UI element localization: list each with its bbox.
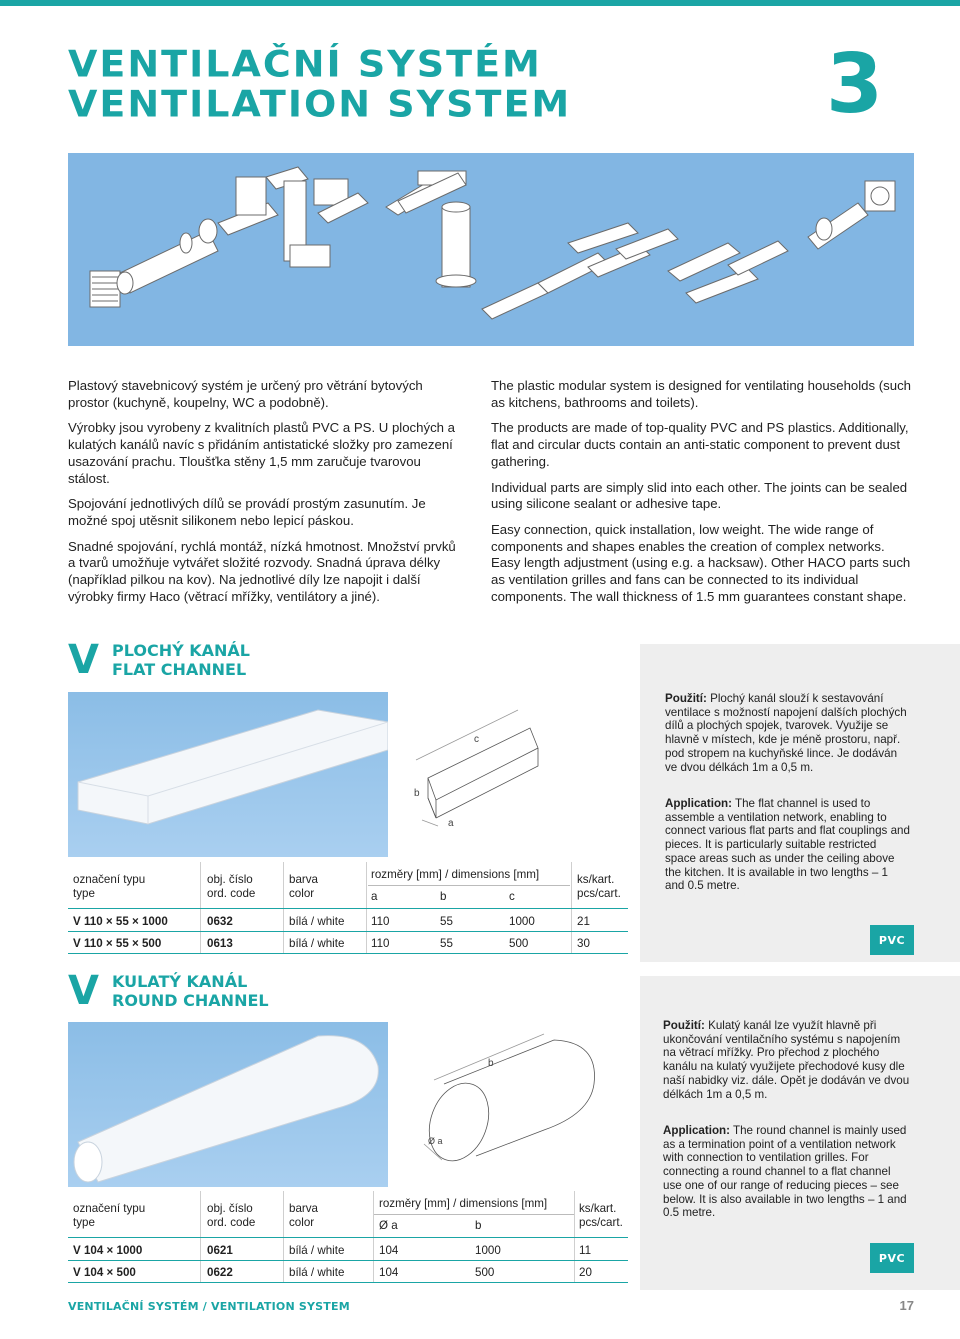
flat-h-c: c — [509, 890, 515, 903]
flat-channel-photo — [68, 692, 388, 857]
round-dim-a: Ø a — [428, 1136, 443, 1146]
footer-text: VENTILAČNÍ SYSTÉM / VENTILATION SYSTEM — [68, 1300, 350, 1313]
intro-cz-p3: Spojování jednotlivých dílů se provádí prostým zasunutím. Je možné spoj utěsnit silikonem nebo lepicí páskou. — [68, 496, 426, 528]
round-pvc-badge: PVC — [870, 1243, 914, 1273]
flat-h-a: a — [371, 890, 378, 903]
round-h-dims: rozměry [mm] / dimensions [mm] — [379, 1197, 548, 1210]
flat-h-color-cz: barva — [289, 873, 319, 886]
flat-app-label: Application: — [665, 797, 732, 810]
round-h-type-en: type — [73, 1215, 95, 1229]
round-channel-drawing — [404, 1024, 604, 1174]
round-h-b: b — [475, 1219, 482, 1232]
round-usage-text: Kulatý kanál lze využít hlavně při ukončování ventilačního systému s napojením na větrací mřížky. Pro přechod z plochého kanálu na kulatý využijete přechodové kusy dle naší nabidky viz. dále. Opět je dodáván ve dvou délkách 1m a 0,5 m. — [663, 1019, 910, 1101]
flat-h-code-en: ord. code — [207, 886, 256, 900]
round-h-pcs-en: pcs/cart. — [579, 1215, 623, 1229]
flat-h-dims: rozměry [mm] / dimensions [mm] — [371, 868, 540, 881]
round-h-pcs-cz: ks/kart. — [579, 1202, 617, 1215]
round-usage-label: Použití: — [663, 1019, 705, 1032]
flat-h-b: b — [440, 890, 447, 903]
flat-app-text: The flat channel is used to assemble a ventilation network, enabling to connect various flat parts and flat couplings and pieces. It is particularly suitable restricted space areas such as under the ceiling above the kitchen. It is available in two lengths – 1 and 0.5 metre. — [665, 797, 910, 893]
intro-cz-p4: Snadné spojování, rychlá montáž, nízká hmotnost. Množství prvků a tvarů umožňuje vytvářet složité rozvody. Snadná úprava délky (například pilkou na kov). Na jednotlivé díly lze napojit i další výrobky firmy Haco (větrací mřížky, ventilátory a jiné). — [68, 538, 456, 604]
flat-title-en: FLAT CHANNEL — [112, 660, 247, 679]
flat-dim-b: b — [414, 788, 420, 799]
flat-h-pcs-en: pcs/cart. — [577, 886, 621, 900]
flat-dim-a: a — [448, 818, 454, 829]
flat-h-color-en: color — [289, 886, 315, 900]
intro-en-p1: The plastic modular system is designed for ventilating households (such as kitchens, bathrooms and toilets). — [491, 378, 912, 410]
round-app-label: Application: — [663, 1124, 730, 1137]
flat-h-type-en: type — [73, 886, 95, 900]
ducts-assembly-illustration — [68, 153, 914, 346]
flat-usage-label: Použití: — [665, 692, 707, 705]
flat-channel-product-icon — [68, 692, 388, 857]
intro-cz-p2: Výrobky jsou vyrobeny z kvalitních plastů PVC a PS. U plochých a kulatých kanálů navíc s přidáním antistatické složky pro zamezení usazování prachu. Tloušťka stěny 1,5 mm zaručuje tvarovou stálost. — [68, 420, 456, 486]
flat-section-letter: V — [68, 637, 99, 683]
intro-cz — [68, 378, 458, 614]
top-accent-bar — [0, 0, 960, 6]
round-dim-b: b — [488, 1058, 494, 1069]
intro-en — [491, 378, 915, 614]
page-number: 17 — [899, 1298, 914, 1313]
flat-channel-drawing — [398, 700, 548, 830]
hero-illustration — [68, 153, 914, 346]
flat-h-code-cz: obj. číslo — [207, 873, 253, 886]
round-channel-product-icon — [68, 1022, 388, 1187]
flat-usage-text: Plochý kanál slouží k sestavování ventilace s možností napojení dalších plochých dílů a plochých spojek, tvarovek. Využije se hlavně v místech, kde je méně prostoru, např. pod stropem na kuchyňské lince. Je dodáván ve dvou délkách 1m a 0,5 m. — [665, 692, 907, 774]
flat-title-cz: PLOCHÝ KANÁL — [112, 641, 250, 660]
round-channel-photo — [68, 1022, 388, 1187]
flat-table: označení typu type obj. číslo ord. code barva color rozměry [mm] / dimensions [mm] a b c ks/kart. pcs/cart. V 110 × 55 × 1000 0632 bílá / white 110 55 1000 21 V 110 × 55 × 500 0613 bílá / white 110 55 500 30 — [68, 862, 628, 954]
round-h-code-cz: obj. číslo — [207, 1202, 253, 1215]
round-application — [663, 1124, 911, 1220]
round-section-letter: V — [68, 968, 99, 1014]
intro-cz-p1: Plastový stavebnicový systém je určený pro větrání bytových prostor (kuchyně, koupelny, WC a podobně). — [68, 378, 423, 410]
flat-h-type-cz: označení typu — [73, 873, 146, 886]
round-app-text: The round channel is mainly used as a termination point of a ventilation network with connection to ventilation grilles. For connecting a round channel to a flat channel use one of our range of reducing pieces – see below. It is also available in two lengths – 1 and 0.5 metre. — [663, 1124, 907, 1220]
title-en: VENTILATION SYSTEM — [68, 83, 572, 125]
round-usage — [663, 1019, 911, 1101]
round-title-en: ROUND CHANNEL — [112, 991, 269, 1010]
round-h-a: Ø a — [379, 1219, 398, 1232]
title-cz: VENTILAČNÍ SYSTÉM — [68, 43, 542, 85]
round-h-color-en: color — [289, 1215, 315, 1229]
round-h-code-en: ord. code — [207, 1215, 256, 1229]
flat-dim-c: c — [474, 734, 479, 745]
intro-en-p3: Individual parts are simply slid into each other. The joints can be sealed using silicone sealant or adhesive tape. — [491, 479, 908, 512]
round-h-type-cz: označení typu — [73, 1202, 146, 1215]
flat-usage — [665, 692, 910, 774]
chapter-number: 3 — [826, 37, 884, 132]
flat-application — [665, 797, 910, 893]
flat-pvc-badge: PVC — [870, 925, 914, 955]
flat-h-pcs-cz: ks/kart. — [577, 873, 615, 886]
round-table: označení typu type obj. číslo ord. code barva color rozměry [mm] / dimensions [mm] Ø a b ks/kart. pcs/cart. V 104 × 1000 0621 bílá / white 104 1000 11 V 104 × 500 0622 bílá / white 104 500 20 — [68, 1191, 628, 1283]
intro-en-p2: The products are made of top-quality PVC and PS plastics. Additionally, flat and circular ducts contain an anti-static component to prevent dust gathering. — [491, 420, 909, 469]
round-title-cz: KULATÝ KANÁL — [112, 972, 248, 991]
intro-en-p4: Easy connection, quick installation, low weight. The wide range of components and shapes enables the creation of complex networks. Easy length adjustment (using e.g. a hacksaw). Other HACO parts such as ventilation grilles and fans can be connected to its individual components. The wall thickness of 1.5 mm guarantees constant shape. — [491, 521, 911, 604]
round-h-color-cz: barva — [289, 1202, 319, 1215]
